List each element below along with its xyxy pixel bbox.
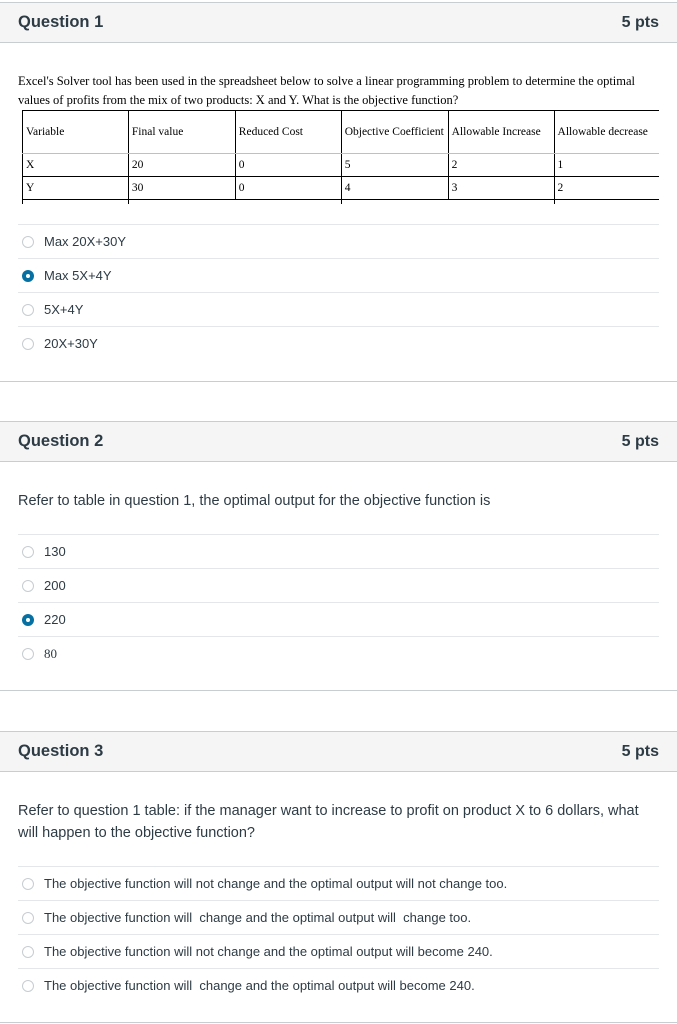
radio-button[interactable] [22, 912, 34, 924]
table-row [23, 177, 660, 200]
answer-option[interactable] [18, 258, 659, 292]
radio-button[interactable] [22, 580, 34, 592]
answer-option[interactable] [18, 968, 659, 1002]
question-title: Question 2 [18, 432, 104, 450]
table-header-row [23, 111, 660, 154]
table-cell: 0 [235, 154, 341, 177]
radio-button-selected[interactable] [22, 614, 34, 626]
table-cell: 5 [341, 154, 448, 177]
answer-label: 20X+30Y [44, 336, 98, 351]
table-spacer [23, 200, 660, 205]
table-header: Allowable decrease [554, 111, 659, 154]
table-cell: 0 [235, 177, 341, 200]
table-row [23, 154, 660, 177]
table-header: Reduced Cost [235, 111, 341, 154]
radio-button[interactable] [22, 546, 34, 558]
question-header [0, 3, 677, 43]
answer-option[interactable] [18, 292, 659, 326]
answer-label: 130 [44, 544, 66, 559]
radio-button[interactable] [22, 304, 34, 316]
table-cell: Y [23, 177, 129, 200]
table-header: Objective Coefficient [341, 111, 448, 154]
answer-label: 200 [44, 578, 66, 593]
answer-label: The objective function will not change and the optimal output will not change too. [44, 876, 508, 891]
answer-list [18, 534, 659, 670]
answer-option[interactable] [18, 568, 659, 602]
answer-option[interactable] [18, 326, 659, 360]
table-cell: X [23, 154, 129, 177]
question-text: Refer to table in question 1, the optimal output for the objective function is [18, 493, 491, 509]
radio-button[interactable] [22, 236, 34, 248]
question-title: Question 1 [18, 13, 104, 31]
answer-label: Max 5X+4Y [44, 268, 112, 283]
table-header: Variable [23, 111, 129, 154]
question-points: 5 pts [621, 432, 659, 450]
radio-button[interactable] [22, 648, 34, 660]
question-1 [0, 2, 677, 382]
radio-button[interactable] [22, 946, 34, 958]
answer-label: The objective function will not change and the optimal output will become 240. [44, 944, 493, 959]
answer-label: The objective function will change and the optimal output will become 240. [44, 978, 475, 993]
answer-label: 80 [44, 645, 57, 661]
answer-option[interactable] [18, 602, 659, 636]
table-header: Allowable Increase [448, 111, 554, 154]
question-header [0, 732, 677, 772]
answer-label: The objective function will change and the optimal output will change too. [44, 910, 472, 925]
table-cell: 2 [448, 154, 554, 177]
question-title: Question 3 [18, 742, 104, 760]
radio-button[interactable] [22, 338, 34, 350]
solver-table [22, 110, 659, 204]
answer-label: 220 [44, 612, 66, 627]
table-cell: 3 [448, 177, 554, 200]
answer-label: 5X+4Y [44, 302, 84, 317]
question-3 [0, 731, 677, 1023]
table-cell: 2 [554, 177, 659, 200]
question-header [0, 422, 677, 462]
answer-list [18, 224, 659, 360]
answer-option[interactable] [18, 534, 659, 568]
table-cell: 30 [128, 177, 235, 200]
question-text: Excel's Solver tool has been used in the spreadsheet below to solve a linear programming problem to determine the optimal values of profits from the mix of two products: X and Y. What is the objective function? [18, 74, 636, 107]
answer-option[interactable] [18, 866, 659, 900]
answer-list [18, 866, 659, 1002]
table-cell: 1 [554, 154, 659, 177]
answer-option[interactable] [18, 934, 659, 968]
answer-option[interactable] [18, 636, 659, 670]
radio-button[interactable] [22, 878, 34, 890]
radio-button-selected[interactable] [22, 270, 34, 282]
question-2 [0, 421, 677, 691]
table-header: Final value [128, 111, 235, 154]
answer-option[interactable] [18, 900, 659, 934]
table-cell: 4 [341, 177, 448, 200]
question-text: Refer to question 1 table: if the manager want to increase to profit on product X to 6 dollars, what will happen to the objective function? [18, 803, 639, 841]
answer-option[interactable] [18, 224, 659, 258]
question-points: 5 pts [621, 13, 659, 31]
question-points: 5 pts [621, 742, 659, 760]
answer-label: Max 20X+30Y [44, 234, 127, 249]
table-cell: 20 [128, 154, 235, 177]
radio-button[interactable] [22, 980, 34, 992]
